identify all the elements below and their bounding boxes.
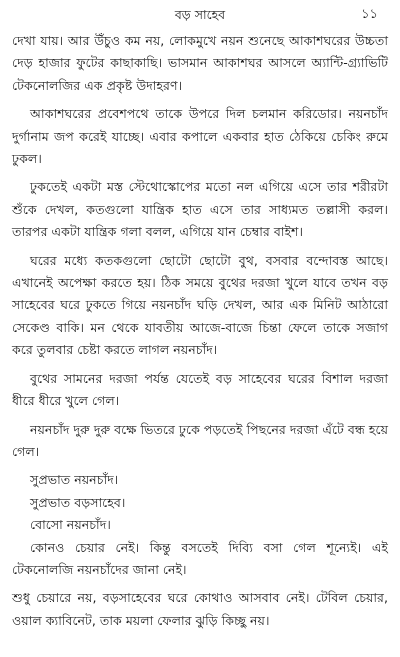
paragraph: কোনও চেয়ার নেই। কিন্তু বসতেই দিব্যি বসা গেল শূন্যেই। এই টেকনোলজি নয়নচাঁদের জানা নেই। <box>12 539 388 577</box>
running-title: বড় সাহেব <box>174 7 226 22</box>
page-number: ১১ <box>361 7 378 22</box>
dialogue-line: সুপ্রভাত বড়সাহেব। <box>30 494 126 510</box>
paragraph: দেখা যায়। আর উঁচুও কম নয়, লোকমুখে নয়ন শুনেছে আকাশঘরের উচ্চতা দেড় হাজার ফুটের কাছাকাছি। ভাসমান আকাশঘর আসলে অ্যান্টি-গ্র্যাভিটি টেকনোলজির এক প্রকৃষ্ট উদাহরণ। <box>12 33 388 93</box>
dialogue-line: সুপ্রভাত নয়নচাঁদ। <box>30 472 119 488</box>
paragraph: আকাশঘরের প্রবেশপথে তাকে উপরে দিল চলমান করিডোর। নয়নচাঁদ দুর্গানাম জপ করেই যাচ্ছে। এবার কপালে একবার হাত ঠেকিয়ে চেকিং রুমে ঢুকল। <box>12 106 388 167</box>
paragraph: ঘরের মধ্যে কতকগুলো ছোটো ছোটো বুথ, বসবার বন্দোবস্ত আছে। এখানেই অপেক্ষা করতে হয়। ঠিক সময়ে বুথের দরজা খুলে যাবে তখন বড় সাহেবের ঘরে ঢুকতে গিয়ে নয়নচাঁদ ঘড়ি দেখল, আর এক মিনিট আঠারো সেকেণ্ড বাকি। মন থেকে যাবতীয় আজে-বাজে চিন্তা ফেলে তাকে সজাগ করে তুলবার চেষ্টা করতে লাগল নয়নচাঁদ। <box>12 252 388 358</box>
paragraph: ঢুকতেই একটা মস্ত স্টেথোস্কোপের মতো নল এগিয়ে এসে তার শরীরটা শুঁকে দেখল, কতগুলো যান্ত্রিক হাত এসে তার সাধ্যমত তল্লাসী করল। তারপর একটা যান্ত্রিক গলা বলল, এগিয়ে যান চেম্বার বাইশ। <box>12 179 388 240</box>
body-text <box>12 30 388 632</box>
page-header <box>0 4 400 26</box>
paragraph: শুধু চেয়ারে নয়, বড়সাহেবের ঘরে কোথাও আসবাব নেই। টেবিল চেয়ার, ওয়াল ক্যাবিনেট, তাক ময়লা ফেলার ঝুড়ি কিচ্ছু নয়। <box>12 590 388 628</box>
dialogue-line: বোসো নয়নচাঁদ। <box>30 517 111 533</box>
paragraph: নয়নচাঁদ দুরু দুরু বক্ষে ভিতরে ঢুকে পড়তেই পিছনের দরজা এঁটে বন্ধ হয়ে গেল। <box>12 421 388 459</box>
paragraph: বুথের সামনের দরজা পর্যন্ত যেতেই বড় সাহেবের ঘরের বিশাল দরজা ধীরে ধীরে খুলে গেল। <box>12 370 388 409</box>
